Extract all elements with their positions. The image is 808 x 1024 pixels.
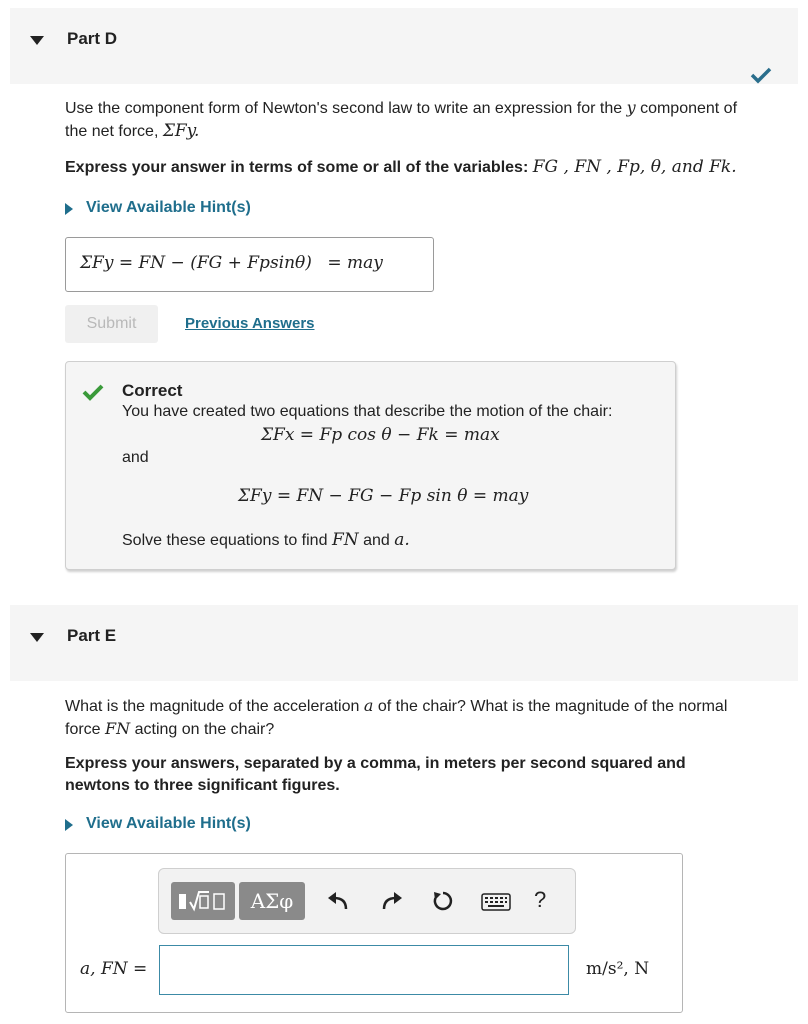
help-button[interactable]: ? <box>534 887 547 912</box>
feedback-solve: Solve these equations to find FN and a. <box>122 530 410 550</box>
previous-answers-link[interactable]: Previous Answers <box>185 315 315 332</box>
units-label: m/s², N <box>586 959 650 979</box>
answer-rhs: = may <box>327 253 383 273</box>
expand-arrow-icon <box>65 819 73 831</box>
sqrt-template-icon <box>171 882 235 920</box>
templates-button[interactable] <box>171 882 235 920</box>
part-e-question: What is the magnitude of the acceleration a of the chair? What is the magnitude of the normal force FN acting on the chair? <box>65 696 728 738</box>
part-d-title: Part D <box>67 29 118 48</box>
math-toolbar <box>158 868 576 934</box>
redo-icon[interactable] <box>380 891 404 913</box>
equation-y: ΣFy = FN − FG − Fp sin θ = may <box>238 486 529 506</box>
submit-button[interactable]: Submit <box>65 305 158 343</box>
part-d-instructions: Express your answer in terms of some or all of the variables: FG , FN , Fp, θ, and Fk. <box>65 157 737 177</box>
reset-icon[interactable] <box>431 889 455 913</box>
equation-x: ΣFx = Fp cos θ − Fk = max <box>261 425 500 445</box>
feedback-title: Correct <box>122 381 183 400</box>
expand-arrow-icon <box>65 203 73 215</box>
collapse-caret-icon[interactable] <box>30 36 44 45</box>
part-e-header <box>10 605 798 681</box>
correct-check-icon <box>82 383 104 401</box>
part-d-answer-box <box>65 237 434 292</box>
part-e-title: Part E <box>67 626 117 645</box>
feedback-text: You have created two equations that describe the motion of the chair: <box>122 403 613 420</box>
check-icon <box>750 66 772 84</box>
part-e-instructions: Express your answers, separated by a comma, in meters per second squared and newtons to three significant figures. <box>65 755 686 794</box>
part-e-answer-box <box>65 853 683 1013</box>
keyboard-icon[interactable] <box>481 893 511 911</box>
undo-icon[interactable] <box>326 891 350 913</box>
collapse-caret-icon[interactable] <box>30 633 44 642</box>
feedback-and: and <box>122 449 149 466</box>
part-d-header <box>10 8 798 84</box>
answer-input[interactable] <box>159 945 569 995</box>
feedback-panel <box>65 361 676 570</box>
answer-expression: FN − (FG + Fpsinθ) <box>138 253 312 273</box>
part-d-question: Use the component form of Newton's second law to write an expression for the y component of the net force, ΣFy. <box>65 98 738 141</box>
answer-lhs: ΣFy = <box>80 253 134 273</box>
input-label: a, FN = <box>80 959 148 979</box>
greek-symbols-button[interactable]: ΑΣφ <box>239 882 305 920</box>
